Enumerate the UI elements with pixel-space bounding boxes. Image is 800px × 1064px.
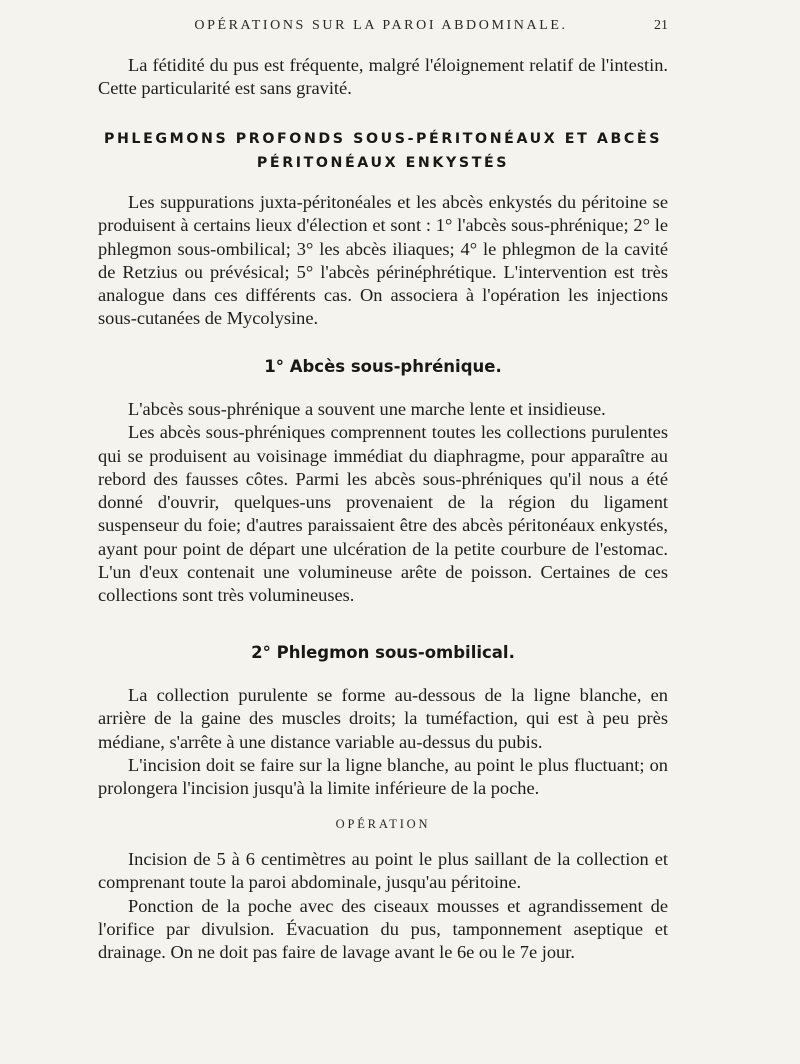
subsection2-paragraph1: La collection purulente se forme au-dessous de la ligne blanche, en arrière de la gaine des muscles droits; la tuméfaction, qui est à peu près médiane, s'arrête à une distance variable au-dessus du pubis. [98,685,668,752]
intro-paragraph: La fétidité du pus est fréquente, malgré l'éloignement relatif de l'intestin. Cette particularité est sans gravité. [98,55,668,99]
section-title-line2: PÉRITONÉAUX ENKYSTÉS [256,155,510,171]
section-title [98,127,668,175]
running-head: OPÉRATIONS SUR LA PAROI ABDOMINALE. [194,18,568,33]
page-number: 21 [654,18,668,33]
operation-text [98,848,668,964]
subsection2-title: 2° Phlegmon sous-ombilical. [251,643,515,662]
section-text [98,191,668,331]
subsection2-text [98,684,668,800]
subsection1-paragraph2: Les abcès sous-phréniques comprennent toutes les collections purulentes qui se produisent au voisinage immédiat du diaphragme, pour apparaître au rebord des fausses côtes. Parmi les abcès sous-phréniques qu'il nous a été donné d'ouvrir, quelques-uns provenaient de la région du ligament suspenseur du foie; d'autres paraissaient être des abcès péritonéaux enkystés, ayant pour point de départ une ulcération de la petite courbure de l'estomac. L'un d'eux contenait une volumineuse arête de poisson. Certaines de ces collections sont très volumineuses. [98,422,668,606]
operation-paragraph2: Ponction de la poche avec des ciseaux mousses et agrandissement de l'orifice par divulsion. Évacuation du pus, tamponnement aseptique et drainage. On ne doit pas faire de lavage avant le 6e ou le 7e jour. [98,895,668,963]
subsection2-paragraph2: L'incision doit se faire sur la ligne blanche, au point le plus fluctuant; on prolongera l'incision jusqu'à la limite inférieure de la poche. [98,754,668,799]
section-paragraph: Les suppurations juxta-péritonéales et les abcès enkystés du péritoine se produisent à certains lieux d'élection et sont : 1° l'abcès sous-phrénique; 2° le phlegmon sous-ombilical; 3° les abcès iliaques; 4° le phlegmon de la cavité de Retzius ou prévésical; 5° l'abcès périnéphrétique. L'intervention est très analogue dans ces différents cas. On associera à l'opération les injections sous-cutanées de Mycolysine. [98,192,668,329]
intro-text [98,54,668,101]
subsection1-text [98,398,668,608]
subsection1-title: 1° Abcès sous-phrénique. [264,357,502,376]
operation-heading: OPÉRATION [335,817,431,831]
operation-paragraph1: Incision de 5 à 6 centimètres au point le plus saillant de la collection et comprenant toute la paroi abdominale, jusqu'au péritoine. [98,849,668,893]
section-title-line1: PHLEGMONS PROFONDS SOUS-PÉRITONÉAUX ET ABCÈS [103,131,663,147]
subsection1-paragraph1: L'abcès sous-phrénique a souvent une marche lente et insidieuse. [128,399,606,419]
